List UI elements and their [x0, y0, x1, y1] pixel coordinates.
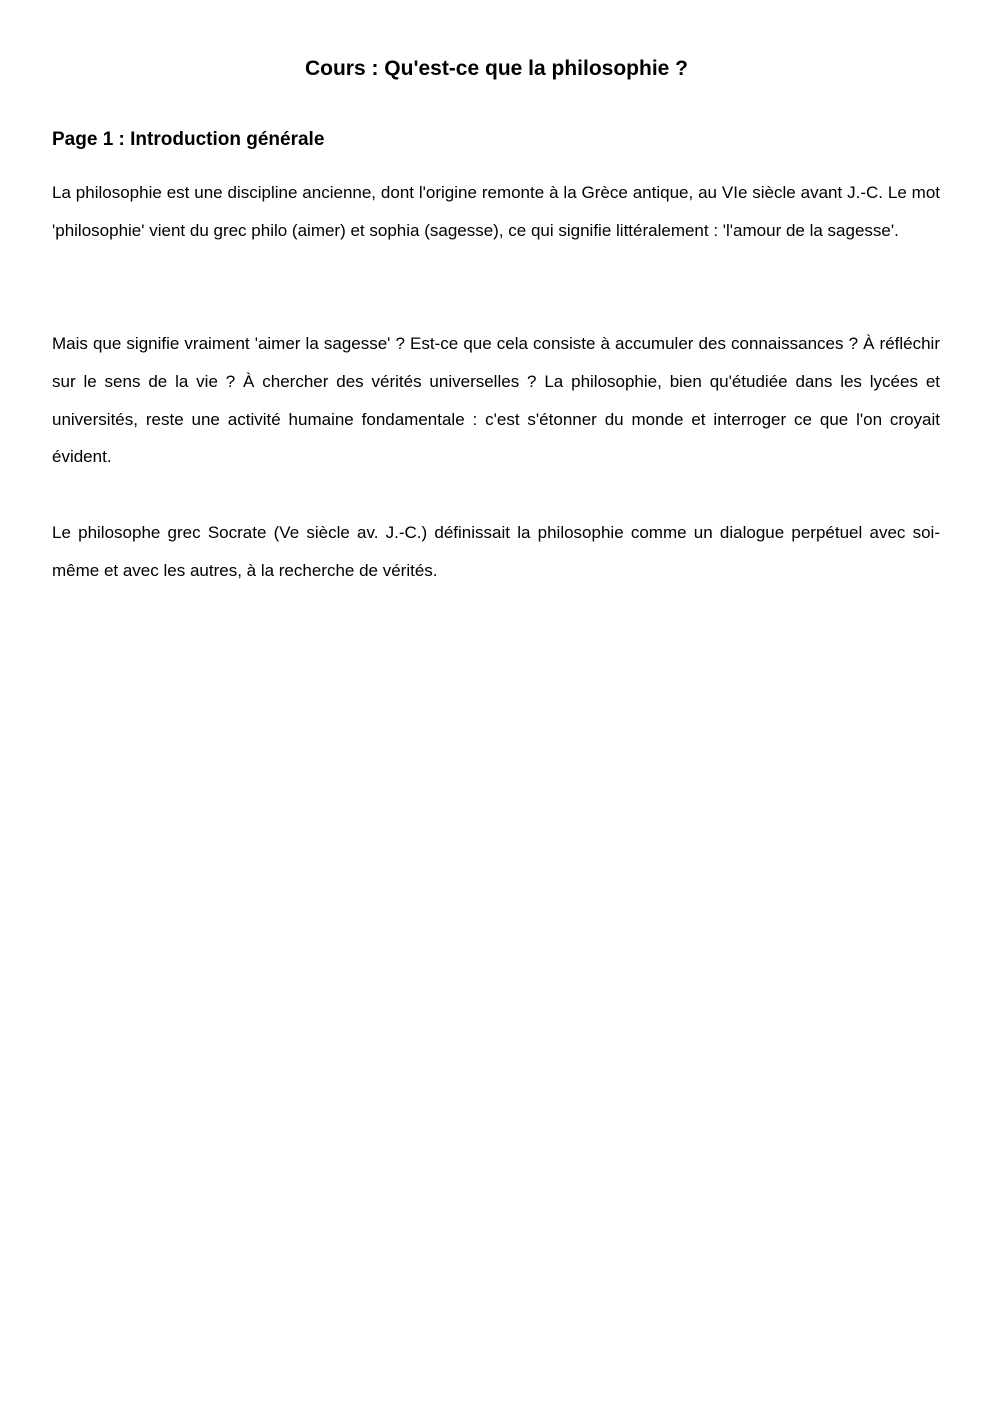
document-title: Cours : Qu'est-ce que la philosophie ?: [304, 57, 689, 80]
paragraph-socrate: Le philosophe grec Socrate (Ve siècle av. J.-C.) définissait la philosophie comme un dialogue perpétuel avec soi-même et avec les autres, à la recherche de vérités.: [52, 523, 940, 580]
paragraph-questions: Mais que signifie vraiment 'aimer la sagesse' ? Est-ce que cela consiste à accumuler des connaissances ? À réfléchir sur le sens de la vie ? À chercher des vérités universelles ? La philosophie, bien qu'étudiée dans les lycées et universités, reste une activité humaine fondamentale : c'est s'étonner du monde et interroger ce que l'on croyait évident.: [52, 334, 940, 467]
section-heading: Page 1 : Introduction générale: [52, 129, 325, 150]
paragraph-introduction: La philosophie est une discipline ancienne, dont l'origine remonte à la Grèce antique, au VIe siècle avant J.-C. Le mot 'philosophie' vient du grec philo (aimer) et sophia (sagesse), ce qui signifie littéralement : 'l'amour de la sagesse'.: [52, 183, 940, 240]
